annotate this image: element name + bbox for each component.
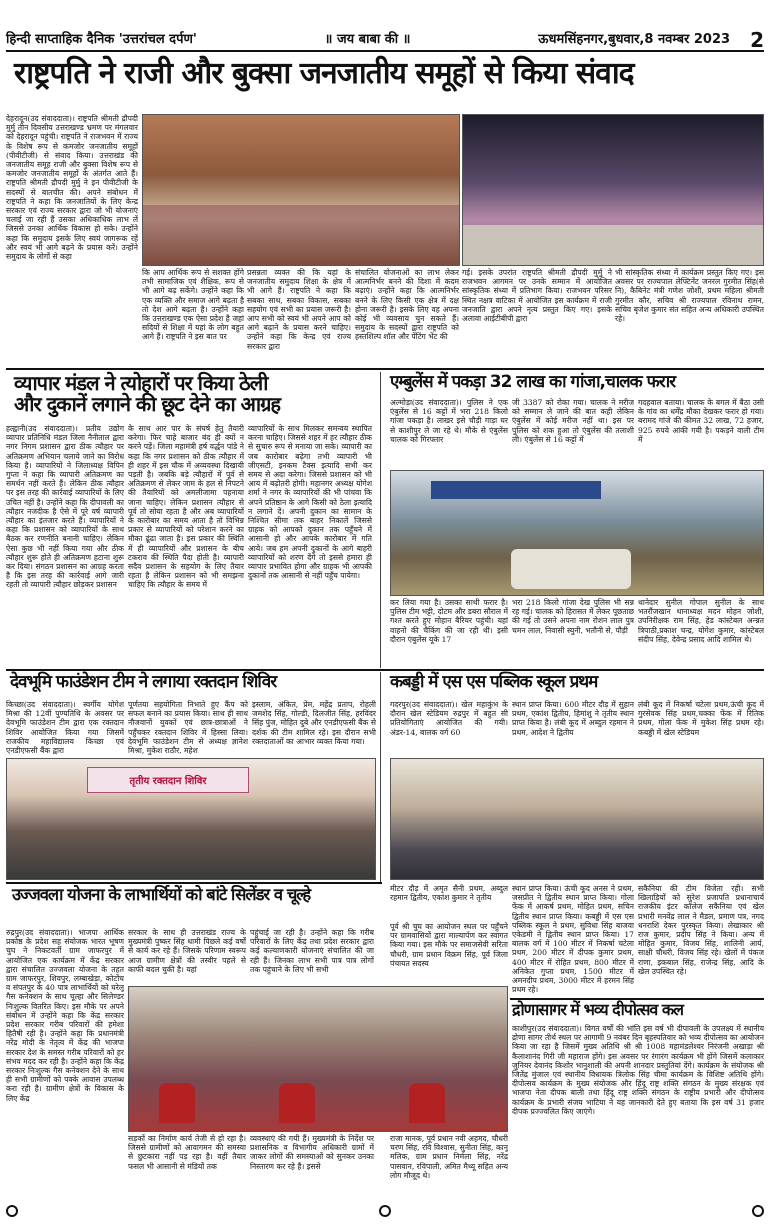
story4-col3: इस्लाम, अंकित, प्रेम, महेंद्र प्रताप, रोहली जमशेद सिंह, गोल्डी, दिलजीत सिंह, हरविंदर सिंह पुंज, मोहित दुबे और एनडीएफसी बैंक से दर्शक की टीम शामिल रहे। इस दौरान सभी रक्तदाताओं का आभार व्यक्त किया गया।	[252, 700, 376, 746]
story5-lower1: मीटर दौड़ में अमृत सैनी प्रथम, अब्दुल रहमान द्वितीय, एकांश कुमार ने तृतीय	[390, 884, 508, 903]
story5-lower2: स्थान प्राप्त किया। ऊंची कूद अनस ने प्रथम, जसप्रीत ने द्वितीय स्थान प्राप्त किया। गोला फेंक में आकर्ष प्रथम, मोहित प्रथम, सचिन द्वितीय स्थान प्राप्त किया। कबड्डी में एस एस पब्लिक स्कूल ने प्रथम, सुविधा सिंह बाजवा एकेडमी ने द्वितीय स्थान प्राप्त किया। 17 बालक वर्ग में 100 मीटर में निकर्षा चटेला प्रथम, 200 मीटर में दीपक कुमार प्रथम, 400 मीटर में रोहित प्रथम, 800 मीटर में अनिकेत गुप्ता प्रथम, 1500 मीटर में अमनदीप प्रथम, 3000 मीटर में हरमन सिंह प्रथम रहे।	[512, 884, 634, 995]
divider	[6, 882, 382, 884]
column-divider	[380, 672, 381, 882]
story1-col5: गई। इसके उपरांत राष्ट्रपति श्रीमती द्रौपदी मुर्मु ने राजभवन आगमन पर उनके सम्मान में आयोजित सांस्कृतिक संध्या में प्रतिभाग किया। राजभवन परिसर स्थित नक्षत्र वाटिका में आयोजित इस कार्यक्रम में राजी जनजाति द्वारा अपने नृत्य प्रस्तुत किए गए। इसके अलावा आईटीबीपी द्वारा	[462, 268, 612, 324]
registration-mark-icon	[379, 1205, 391, 1217]
story3-headline: एम्बुलेंस में पकड़ा 32 लाख का गांजा,चालक फरार	[390, 372, 676, 392]
story1-headline: राष्ट्रपति ने राजी और बुक्सा जनजातीय समूहों से किया संवाद	[14, 56, 634, 91]
camp-banner: तृतीय रक्तदान शिविर	[87, 767, 249, 793]
story4-col1: किच्छा(उद संवाददाता)। स्वर्गीय योगेश मिश्रा की 12वीं पुण्यतिथि के अवसर पर देवभूमि फाउंडेशन टीम द्वारा एक रक्तदान शिविर आयोजित किया गया जिसमें राजकीय महाविद्यालय किच्छा एवं एनडीएफसी बैंक द्वारा	[6, 700, 124, 756]
story6-col3: पहुंचाई जा रही है। उन्होंने कहा कि गरीब परिवारों के लिए केंद्र तथा प्रदेश सरकार द्वारा कई कल्याणकारी योजनाएं संचालित की जा रही हैं। जिनका लाभ सभी पात्र पात्र लोगों तक पहुंचाने के लिए भी सभी	[250, 928, 374, 974]
story7-body: काशीपुर(उद संवाददाता)। विगत वर्षों की भांति इस वर्ष भी दीपावली के उपलक्ष्य में स्थानीय द्रोणा सागर तीर्थ स्थल पर आगामी 9 नवंबर दिन बृहस्पतिवार को भव्य दीपोत्सव का आयोजन किया जा रहा है जिसमें मुख्य अतिथि श्री श्री 1008 महामंडलेश्वर निरंजनी अखाड़ा श्री कैलाशानंद गिरी जी महाराज होंगे। इस अवसर पर रंगारंग कार्यक्रम भी होंगे जिसमें कलाकार जुनियर देवानंद किशोर भानुशाली की अपनी शानदार प्रस्तुतियां देंगे। कार्यक्रम के संयोजक श्री जितेंद्र मुंजाल एवं स्थानीय विधायक त्रिलोक सिंह चीमा कार्यक्रम के विशिष्ट अतिथि होंगे। दीपोत्सव कार्यक्रम के मुख्य संयोजक और हिंदू राष्ट्र शक्ति संगठन के मुख्य संरक्षक एवं भाजपा नेता दीपक बाली तथा हिंदू राष्ट्र शक्ति संगठन के राष्ट्रीय प्रभारी और दीपोत्सव कार्यक्रम के प्रभारी संजय भाटिया ने यह जानकारी देते हुए बताया कि इस वर्ष 31 हजार दीपक प्रज्ज्वलित किए जाएंगे।	[512, 1024, 764, 1116]
registration-marks	[6, 1203, 764, 1219]
story1-col2: कि आप आर्थिक रूप से सशक्त होंगे तभी सामाजिक एवं शैक्षिक, रूप से भी आगे बढ़ सकेंगे। उन्होंने कहा कि एक व्यक्ति और समाज आगे बढ़ता है तो देश आगे बढ़ता है। उन्होंने कहा कि उत्तराखण्ड एक ऐसा प्रदेश है जहां सदियों से शिक्षा में यहां के लोग बहुत आगे हैं। राष्ट्रपति ने इस बात पर	[142, 268, 244, 342]
registration-mark-icon	[752, 1205, 764, 1217]
motto: ॥ जय बाबा की ॥	[324, 32, 411, 47]
story5-lower3: सकैनिया की टीम विजेता रही। सभी खिलाड़ियों को सुरेश प्रजापति प्रधानाचार्य राजकीय इंटर कॉलेज सकैनिया एवं खेल प्रभारी मनवेंद्र लाल ने मैडल, प्रमाण पत्र, नगद धनराशि देकर पुरस्कृत किया। लेखाकार श्री राज कुमार, प्रदीप सिंह ने किया। अन्य में मोहित कुमार, विजय सिंह, शालिनी आर्य, साक्षी चौधरी, विजय सिंह रहे। खेलों में पंकज राणा, इकबाल सिंह, राजेन्द्र सिंह, आदि के खेल उपस्थित रहे।	[638, 884, 764, 976]
story6-lower2: सड़कों का निर्माण कार्य तेजी से हो रहा है। जिससे ग्रामीणों को आवागमन की समस्या से छुटकारा नहीं पड़ रहा है। वहीं तैयार फसल भी आसानी से मंडियों तक	[128, 1134, 246, 1171]
masthead	[6, 30, 764, 52]
story3-lower1: कर लिया गया है। उसका साथी फरार है। पुलिस टीम भट्टी, दोटम और डबरा सौराल में गश्त करते हुए मोहान बैरियर पहुंची। यहां वाहनों की चैकिंग की जा रही थी। इसी दौरान एंबुलेंस यूके 17	[390, 598, 508, 644]
kabaddi-winners-photo	[390, 758, 764, 880]
divider	[6, 368, 764, 370]
story3-lower3: थानेदार सुनील गोपाल सुनील के साथ भतरौंजखान थानाध्यक्ष मदन मोहन जोशी, उपनिरीक्षक राम सिंह, हेड कांस्टेबल अन्न्नत त्रिपाठी,प्रकाश चन्द्र, योगेश कुमार, कांस्टेबल संदीप सिंह, देवेन्द्र प्रसाद आदि शामिल थे।	[638, 598, 764, 644]
story6-headline: उज्जवला योजना के लाभार्थियों को बांटे सिलेंडर व चूल्हे	[12, 885, 311, 904]
story2-headline-line2: और दुकानें लगाने की छूट देने का आग्रह	[14, 392, 280, 416]
story2-headline	[14, 373, 370, 415]
column-divider	[380, 372, 381, 668]
story6-lower3: व्यवस्थाएं की गयी हैं। मुख्यमंत्री के निर्देश पर प्रशासनिक व विभागीय अधिकारी ग्रामों में जाकर लोगों की समस्याओं को सुनकर उनका निस्तारण कर रहे हैं। इससे	[250, 1134, 374, 1171]
divider	[6, 669, 764, 671]
story2-col3: व्यापारियों के साथ मिलकर समन्वय स्थापित करना चाहिए। जिससे शहर में हर त्यौहार ठीक से सुचारु रूप से मनाया जा सके। व्यापारी का जब कारोबार बढ़ेगा तभी व्यापारी भी जीएसटी, इनकम टैक्स इत्यादि सभी कर समय से अदा करेगा। जिससे प्रशासन को भी आय में बढ़ोतरी होगी। महानगर अध्यक्ष योगेश शर्मा ने नगर के व्यापारियों की भी पांचवा कि अपने प्रतिष्ठान के आगे किसी को ठेला इत्यादि न लगाने दें। अपनी दुकान का सामान के निश्चित सीमा तक बाहर निकालें जिससे ग्राहक को आपको दुकान तक पहुँचने में आसानी हो और आपके कारोबार में गति आये। जब हम अपनी दुकानों के आगे बाहरी व्यापारियों को शरण देंगे तो इससे हमारा ही व्यापार प्रभावित होगा और ग्राहक भी आपकी दुकानों तक आसानी से नहीं पहुँच पायेगा।	[248, 424, 372, 581]
story1-col6: भी सांस्कृतिक संध्या में कार्यक्रम प्रस्तुत किए गए। इस अवसर पर राज्यपाल लेफ्टिनेंट जनरल गुरमीत सिंह(से नि), कैबिनेट मंत्री गणेश जोशी, प्रथम महिला श्रीमती गुरमीत कौर, सचिव श्री राज्यपाल रविनाथ रामन, सचिव बृजेश कुमार संत सहित अन्य अधिकारी उपस्थित रहे।	[615, 268, 764, 324]
blood-donation-photo	[6, 758, 376, 880]
story5-col2: स्थान प्राप्त किया। 600 मीटर दौड़ में सुहान प्रथम, एकांश द्वितीय, हिमांशु ने तृतीय स्थान प्राप्त किया है। लंबी कूद में अब्दुल रहमान ने प्रथम, आदेश ने द्वितीय	[512, 700, 634, 737]
place-date: ऊधमसिंहनगर,बुधवार,8 नवम्बर 2023	[538, 32, 731, 47]
newspaper-name: हिन्दी साप्ताहिक दैनिक 'उत्तरांचल दर्पण'	[6, 32, 197, 47]
story3-col2: जी 3387 को रोका गया। चालक ने मरीज को सम्मान ले जाने की बात कही लेकिन एंबुलेंस में कोई मरीज नहीं था। इस पर पुलिस को शक हुआ तो एंबुलेंस की तलाशी ली। एंबुलेंस से 16 कट्टों में	[512, 398, 634, 444]
cylinder-distribution-photo	[128, 986, 508, 1132]
story2-col1: हल्द्वानी(उद संवाददाता)। प्रतीय उद्योग व्यापार प्रतिनिधि मंडल जिला नैनीताल द्वारा नगर निगम प्रशासन द्वारा ठीक त्यौहार पर अतिक्रमण अभियान चलाये जाने का विरोध किया है। व्यापारियों ने जिलाध्यक्ष विपिन गुप्ता ने कहा कि व्यापारी अतिक्रमण का समर्थन नहीं करते हैं। लेकिन ठीक त्यौहार पर इस तरह की कार्रवाई व्यापारियों के लिए उचित नहीं है। उन्होंने कहा कि दीपावली का त्यौहार नजदीक है ऐसे में पूरे वर्ष व्यापारी त्यौहार का इंतजार करते हैं। व्यापारियों ने कहा कि प्रशासन को व्यापारियों के साथ बैठक कर रणनीति बनानी चाहिए। लेकिन ऐसा कुछ भी नहीं किया गया और ठीक त्यौहार शुरू होते ही अतिक्रमण हटाना शुरू कर दिया। संगठन प्रशासन का आग्रह करता है कि इस तरह की कार्रवाई आगे जारी रहती तो व्यापारी त्यौहार छोड़कर प्रशासन	[6, 424, 124, 590]
story5-col1: गदरपुर(उद संवाददाता)। खेल महाकुंभ के दौरान खेल स्टेडियम रुद्रपुर में बहुत सी प्रतियोगिताएं आयोजित की गयी। अंडर-14, बालक वर्ग 60	[390, 700, 508, 737]
story1-col3: प्रसन्नता व्यक्त की कि यहां के जनजातीय समुदाय शिक्षा के क्षेत्र में भी आगे हैं। राष्ट्रपति ने कहा कि सबका साथ, सबका विकास, सबका सहयोग एवं सभी का प्रयास जरूरी है। आप सभी को स्वयं भी अपने आप को आगे बढ़ाने के प्रयास करने चाहिए। उन्होंने कहा कि केन्द्र एवं राज्य सरकार द्वारा	[247, 268, 351, 351]
story5-headline: कबड्डी में एस एस पब्लिक स्कूल प्रथम	[390, 672, 598, 692]
story5-col3: लंबी कूद में निकर्षा चटेला प्रथम,ऊंची कूद में गुरसेवक सिंह प्रथम,चक्का फेंक में रितिक प्रथम, गोला फेंक में मुकेश सिंह प्रथम रहे। कबड्डी में खेल स्टेडियम	[638, 700, 764, 737]
story6-col1: रुद्रपुर(उद संवाददाता)। भाजपा आर्थिक प्रकोष्ठ के प्रदेश सह संयोजक भारत भूषण चुघ ने निकटवर्ती ग्राम जाफरपुर में आयोजित एक कार्यक्रम में केंद्र सरकार द्वारा संचालित उज्जवला योजना के तहत ग्राम जाफरपुर, शिवपुर, लम्बाखेड़ा, कोटोंच व संपतपुर के 40 पात्र लाभार्थियों को घरेलू गैस कनेक्शन के साथ चूल्हा और सिलेण्डर निःशुल्क वितरित किए। इस मौके पर अपने संबोधन में उन्होंने कहा कि केंद्र सरकार प्रदेश सरकार गरीब परिवारों की हमेशा हितैषी रही है। उन्होंने कहा कि प्रधानमंत्री नरेंद्र मोदी के नेतृत्व में केंद्र की भाजपा सरकार देश के समस्त गरीब परिवारों को हर संभव मदद कर रही है। उन्होंने कहा कि केंद्र सरकार निःशुल्क गैस कनेक्शन देने के साथ ही सभी ग्रामीणों को पक्के आवास उपलब्ध करा रही है। ग्रामीण क्षेत्रों के विकास के लिए केंद्र	[6, 928, 124, 1103]
story3-lower2: भरा 218 किलो गांजा देख पुलिस भी सन्न रह गई। चालक को हिरासत में लेकर पूछताछ की गई तो उसने अपना नाम रोशन लाल पुत्र चमन लाल, निवासी स्युनी, भतौनी से, पौड़ी	[512, 598, 634, 635]
registration-mark-icon	[6, 1205, 18, 1217]
story2-headline-line1: व्यापार मंडल ने त्योहारों पर किया ठेली	[14, 371, 268, 395]
story6-lower4: राजा मानक, पूर्व प्रधान नवी अहमद, चौधरी चरण सिंह, रवि विश्वास, सुनीता सिंह, कानू मलिक, ग्राम प्रधान निर्मला सिंह, नरेंद्र पासवान, रविपाली, अमित मैथ्यू सहित अन्य लोग मौजूद थे।	[390, 1134, 508, 1180]
story3-col1: अल्मोड़ा(उद संवाददाता)। पुलिस ने एक एंबुलेंस से 16 कट्टों में भरा 218 किलो गांजा पकड़ा है। लाखर इसे चौड़ी गाड़ा घर से काशीपुर ले जा रहे थे। मौके से एंबुलेंस चालक को गिरफ्तार	[390, 398, 508, 444]
story3-col3: गदहवाल बताया। चालक के बगल में बैठा उसी के गांव का धर्मेंद्र मौका देखकर फरार हो गया। बरामद गांजे की कीमत 32 लाख, 72 हजार, 925 रुपये आंकी गयी है। पकड़ने वाली टीम में	[638, 398, 764, 444]
story4-headline: देवभूमि फाउंडेशन टीम ने लगाया रक्तदान शिविर	[10, 672, 277, 692]
seized-ganja-photo	[390, 470, 764, 596]
story7-headline: द्रोणासागर में भव्य दीपोत्सव कल	[512, 1000, 684, 1019]
president-group-photo	[142, 114, 460, 266]
story4-col2: पूर्णतया सहयोगिता निभाते हुए कैंप को सफल बनाने का प्रयास किया। साथ ही साथ नौजवानों युवकों एवं छात्र-छात्राओं ने पहुँचकर रक्तदान शिविर में हिस्सा लिया। देवभूमि फाउंडेशन टीम से अध्यक्ष ज्ञानेश मिश्रा, मुकेश राठौर, महेश	[128, 700, 248, 756]
story6-col2: सरकार के साथ ही उत्तराखंड राज्य के मुख्यमंत्री पुष्कर सिंह धामी पिछले कई वर्षों से कार्य कर रहे हैं। जिसके परिणाम स्वरूप आज ग्रामीण क्षेत्रों की तस्वीर पहले से काफी बदल चुकी है। यहां	[128, 928, 246, 974]
story1-col4: संचालित योजनाओं का लाभ लेकर आत्मनिर्भर बनने की दिशा में कदम बढ़ाएं। उन्होंने कहा कि आत्मनिर्भर बनने के लिए किसी एक क्षेत्र में दक्ष होना जरूरी है। इसके लिए वह अपना कोई भी व्यवसाय चुन सकते हैं। समुदाय के सदस्यों द्वारा राष्ट्रपति को हस्तशिल्प शॉल और पेंटिंग भेंट की	[355, 268, 459, 342]
story6-col4: पूर्व श्री चुघ का आयोजन स्थल पर पहुँचने पर ग्रामवासियों द्वारा माल्यार्पण कर स्वागत किया गया। इस मौके पर समाजसेवी सरिता चौधरी, ग्राम प्रधान विक्रम सिंह, पूर्व जिला पंचायत सदस्य	[390, 922, 508, 968]
cultural-dance-photo	[462, 114, 764, 266]
story1-col1: देहरादून(उद संवाददाता)। राष्ट्रपति श्रीमती द्रौपदी मुर्मु तीन दिवसीय उत्तराखण्ड भ्रमण पर मंगलवार को देहरादून पहुंची। राष्ट्रपति ने राजभवन में राज्य के विशेष रूप से कमजोर जनजातीय समूहों (पीवीटीजी) से संवाद किया। उत्तराखंड की जनजातीय समूह राजी और बुक्सा विशेष रूप से कमजोर जनजातीय समूहों के अंतर्गत आते हैं। राष्ट्रपति श्रीमती द्रौपदी मुर्मु ने इन पीवीटीजी के सदस्यों से बातचीत की। अपने संबोधन में राष्ट्रपति ने कहा कि जनजातियों के लिए केन्द्र सरकार एवं राज्य सरकार द्वारा जो भी योजनाएं चलाई जा रही हैं उसका अधिकाधिक लाभ लें जिससे उनका आर्थिक विकास हो सके। उन्होंने कहा कि समुदाय इसके लिए स्वयं जागरूक रहें और स्वयं भी आगे बढ़ने के प्रयास करें। उन्होंने समुदाय के लोगों से कहा	[6, 114, 138, 262]
page-number: 2	[750, 28, 764, 52]
story2-col2: के साथ आर पार के संघर्ष हेतु तैयारी करेगा। फिर चाहे बाजार बंद ही क्यों न करने पड़ें। जिला महामंत्री हर्ष वर्द्धन पांडे ने कहा कि नगर प्रशासन को ठीक त्यौहार में ही शहर में इस चौक में अव्यवस्था दिखायी पड़ती है। जबकि बड़े त्यौहारों में पूर्व से अतिक्रमण से लेकर जाम के हल से निपटने की तैयारियों को अमलीजामा पहनाया जाना चाहिए। लेकिन प्रशासन त्यौहार से पूर्व तो सोया रहता है और अब व्यापारियों के कारोबार का समय आता है तो विभिन्न प्रकार से व्यापारियों को परेशान करने का मौका ढूंढा जाता है। इस प्रकार की स्थिति में ही व्यापारियों और प्रशासन के बीच टकराव की स्थिति पैदा होती है। व्यापारी सदैव प्रशासन के सहयोग के लिए तैयार रहता है लेकिन प्रशासन को भी समझना चाहिए कि त्यौहार के समय में	[128, 424, 244, 590]
